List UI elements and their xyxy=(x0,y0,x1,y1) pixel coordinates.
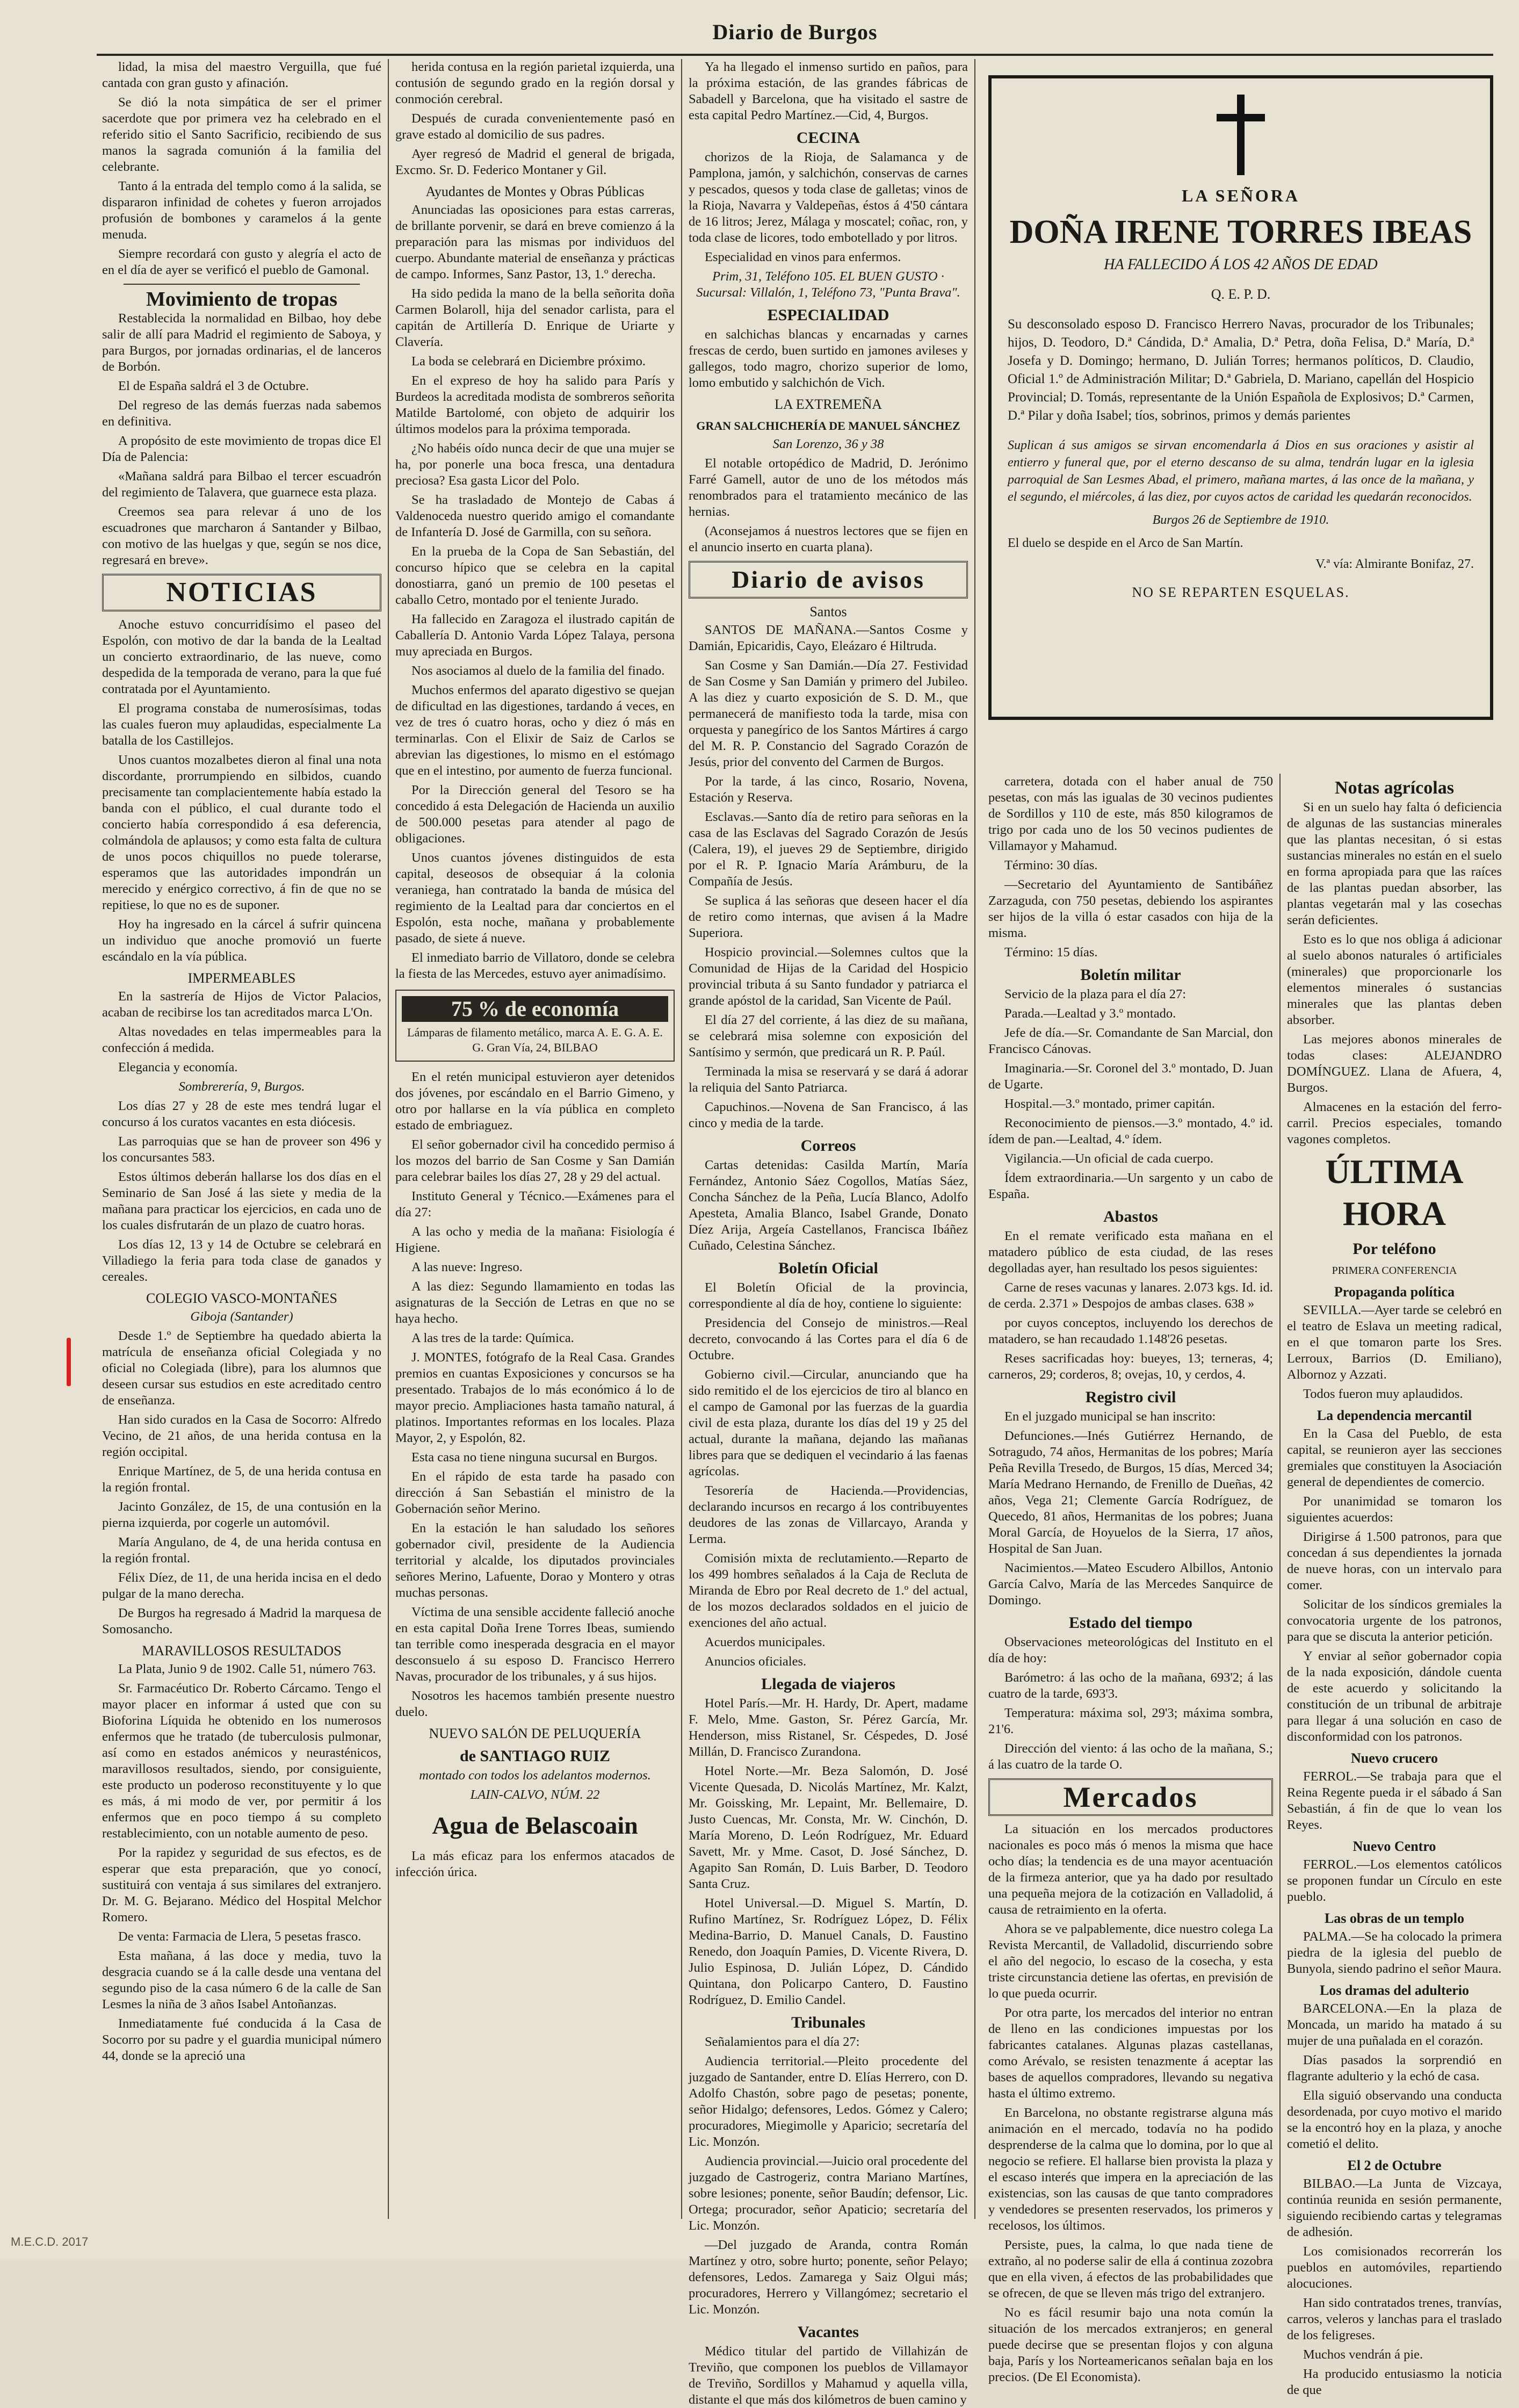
subheading: montado con todos los adelantos modernos. xyxy=(419,1768,651,1783)
paragraph: De Burgos ha regresado á Madrid la marquesa de Somosancho. xyxy=(102,1606,381,1636)
heading: MARAVILLOSOS RESULTADOS xyxy=(142,1643,342,1659)
paragraph: Nosotros les hacemos también presente nuestro duelo. xyxy=(395,1689,675,1719)
divider xyxy=(124,284,360,285)
paragraph: Estos últimos deberán hallarse los dos días en el Seminario de San José á las siete y media de la mañana para practicar los ejercicios, en cada uno de los cuales disfrutarán de un plazo de cuatro horas. xyxy=(102,1170,381,1232)
paragraph: El programa constaba de numerosísimas, todas las cuales fueron muy aplaudidas, especialmente La batalla de los Castillejos. xyxy=(102,701,381,748)
heading: Tribunales xyxy=(791,2014,865,2031)
heading: Estado del tiempo xyxy=(1068,1614,1192,1632)
heading: Nuevo Centro xyxy=(1352,1839,1436,1854)
paragraph: De venta: Farmacia de Llera, 5 pesetas frasco. xyxy=(118,1929,361,1944)
paragraph: Del regreso de las demás fuerzas nada sabemos en definitiva. xyxy=(102,398,381,429)
paragraph: Señalamientos para el día 27: xyxy=(705,2035,860,2049)
paragraph: SANTOS DE MAÑANA.—Santos Cosme y Damián, Epicaridis, Cayo, Eleázaro é Hiltruda. xyxy=(689,623,968,653)
paragraph: chorizos de la Rioja, de Salamanca y de Pamplona, jamón, y salchichón, conservas de carnes y pescados, quesos y toda clase de galletas; vinos de la Rioja, Navarra y Valdepeñas, éstos á 4'50 cántara de 16 litros; Jerez, Málaga y moscatel; coñac, ron, y toda clase de licores, todo embotellado y por litros. xyxy=(689,150,968,245)
paragraph: Dirigirse á 1.500 patronos, para que concedan á sus dependientes la jornada de nueve horas, con un intervalo para comer. xyxy=(1287,1530,1502,1592)
paragraph: Félix Díez, de 11, de una herida incisa en el dedo pulgar de la mano derecha. xyxy=(102,1570,381,1601)
paragraph: No es fácil resumir bajo una nota común la situación de los mercados extranjeros; en general puede decirse que se presentan flojos y con alguna baja, París y los Norteamericanos señalan baja en los precios. (De El Economista). xyxy=(988,2305,1273,2384)
archive-stamp: M.E.C.D. 2017 xyxy=(11,2235,89,2248)
heading: Santos xyxy=(809,604,847,619)
paragraph: Tesorería de Hacienda.—Providencias, declarando incursos en recargo á los contribuyentes deudores de las zonas de Villarcayo, Aranda y Lerma. xyxy=(689,1483,968,1546)
paragraph: Terminada la misa se reservará y se dará á adorar la reliquia del Santo Patriarca. xyxy=(689,1064,968,1095)
paragraph: En Barcelona, no obstante registrarse alguna más animación en el mercado, todavía no ha podido desprenderse de la calma que lo domina, por lo que al negocio se refiere. El hallarse bien provista la plaza y el escaso interés que impera en la apreciación de las existencias, son las causas de que tanto compradores y vendedores se presenten reservados, los primeros y recelosos, los últimos. xyxy=(988,2106,1273,2233)
paragraph: herida contusa en la región parietal izquierda, una contusión de segundo grado en la región dorsal y conmoción cerebral. xyxy=(395,60,675,106)
paragraph: Los días 27 y 28 de este mes tendrá lugar el concurso á los curatos vacantes en esta diócesis. xyxy=(102,1099,381,1129)
paragraph: Instituto General y Técnico.—Exámenes para el día 27: xyxy=(395,1189,675,1220)
heading: IMPERMEABLES xyxy=(187,970,296,986)
heading: LA EXTREMEÑA xyxy=(774,396,883,412)
paragraph: Término: 15 días. xyxy=(1004,945,1098,960)
obituary-family: Su desconsolado esposo D. Francisco Herrero Navas, procurador de los Tribunales; hijos, D. Teodoro, D.ª Cándida, D.ª Amalia, D.ª Petra, doña Felisa, D.ª María, D.ª Josefa y D. Domingo; hermano, D. Julián Torres; hermanos políticos, D. Claudio, Oficial 1.º de Administración Militar; D.ª Gabriela, D. Mariano, capellán del Hospicio Provincial; D. Tomás, representante de la Unión Española de Explosivos; D.ª Carmen, D.ª Pilar y doña Isabel; tíos, sobrinos, primos y demás parientes xyxy=(1008,317,1474,423)
paragraph: Siempre recordará con gusto y alegría el acto de en el día de ayer se verificó el pueblo de Gamonal. xyxy=(102,247,381,277)
paragraph: Esclavas.—Santo día de retiro para señoras en la casa de las Esclavas del Sagrado Corazón de Jesús (Calera, 19), el jueves 29 de Septiembre, dirigido por el R. P. Ignacio María Arámburu, de la Compañía de Jesús. xyxy=(689,810,968,889)
paragraph: Tanto á la entrada del templo como á la salida, se dispararon infinidad de cohetes y fueron arrojados profusión de bombones y caramelos á la gente menuda. xyxy=(102,179,381,242)
paragraph: Elegancia y economía. xyxy=(118,1060,238,1075)
signature: Giboja (Santander) xyxy=(190,1309,293,1324)
paragraph: Acuerdos municipales. xyxy=(705,1635,826,1649)
obituary-rip: Q. E. P. D. xyxy=(1211,286,1271,302)
paragraph: Sr. Farmacéutico Dr. Roberto Cárcamo. Tengo el mayor placer en informar á usted que con su Bioforina Líquida he obtenido en los numerosos enfermos que he tratado (de tuberculosis pulmonar, así como en estados anémicos y neurasténicos, maravillosos resultados, siendo, por consiguiente, este producto un poderoso reconstituyente y lo que es más, á mi modo de ver, por permitir á los enfermos que en poco tiempo á su completo restablecimiento, con un notable aumento de peso. xyxy=(102,1681,381,1841)
paragraph: Hoy ha ingresado en la cárcel á sufrir quincena un individuo que anoche promovió un fuerte escándalo en la vía pública. xyxy=(102,917,381,964)
paragraph: PALMA.—Se ha colocado la primera piedra de la iglesia del pueblo de Bunyola, siendo padrino el señor Maura. xyxy=(1287,1929,1502,1976)
paragraph: Hospicio provincial.—Solemnes cultos que la Comunidad de Hijas de la Caridad del Hospicio provincial tributa á su Santo fundador y patriarca el grande apóstol de la caridad, San Vicente de Paúl. xyxy=(689,945,968,1008)
paragraph: carretera, dotada con el haber anual de 750 pesetas, con más las igualas de 30 vecinos pudientes de Sordillos y 110 de este, más 850 kilogramos de trigo por cada uno de los 50 vecinos pudientes de Villamayor y Mahamud. xyxy=(988,774,1273,853)
heading: Las obras de un templo xyxy=(1324,1910,1465,1926)
paragraph: En el rápido de esta tarde ha pasado con dirección á San Sebastián el ministro de la Gobernación señor Merino. xyxy=(395,1469,675,1516)
obituary-date: Burgos 26 de Septiembre de 1910. xyxy=(1152,513,1329,527)
paragraph: En la prueba de la Copa de San Sebastián, del concurso hípico que se celebra en la capital donostiarra, ganó un premio de 100 pesetas el caballo Cetro, montado por el teniente Jurado. xyxy=(395,544,675,607)
paragraph: Todos fueron muy aplaudidos. xyxy=(1303,1387,1463,1401)
paragraph: En la estación le han saludado los señores gobernador civil, presidente de la Audiencia territorial y alcalde, los diputados provinciales señores Merino, Lafuente, Dorao y Montero y otras muchas personas. xyxy=(395,1521,675,1600)
advertisement-lamps xyxy=(395,990,675,1062)
paragraph: Enrique Martínez, de 5, de una herida contusa en la región frontal. xyxy=(102,1464,381,1495)
obituary-address: V.ª vía: Almirante Bonifaz, 27. xyxy=(1315,557,1474,571)
paragraph: Nacimientos.—Mateo Escudero Albillos, Antonio García Calvo, María de las Mercedes Sanquirce de Domingo. xyxy=(988,1561,1273,1607)
paragraph: Vigilancia.—Un oficial de cada cuerpo. xyxy=(1004,1151,1213,1166)
paragraph: ¿No habéis oído nunca decir de que una mujer se ha, por ponerle una boca fresca, una dentadura preciosa? Esa gasta Licor del Polo. xyxy=(395,441,675,488)
column-5 xyxy=(1287,774,1502,2397)
paragraph: A las tres de la tarde: Química. xyxy=(411,1331,574,1345)
paragraph: La situación en los mercados productores nacionales es poco más ó menos la misma que hace ocho días; la tendencia es de una mayor acentuación de la firmeza anterior, que ya ha dado por resultado una pequeña mejora de la cotización en Valladolid, á causa de retraimiento en la oferta. xyxy=(988,1822,1273,1917)
paragraph: Dirección del viento: á las ocho de la mañana, S.; á las cuatro de la tarde O. xyxy=(988,1741,1273,1772)
column-1 xyxy=(102,59,381,2219)
paragraph: Almacenes en la estación del ferro-carril. Precios especiales, tomando vagones completos. xyxy=(1287,1100,1502,1147)
paragraph: En la Casa del Pueblo, de esta capital, se reunieron ayer las secciones gremiales que constituyen la Asociación general de dependientes de comercio. xyxy=(1287,1426,1502,1489)
paragraph: Por unanimidad se tomaron los siguientes acuerdos: xyxy=(1287,1494,1502,1525)
heading: Por teléfono xyxy=(1352,1240,1436,1258)
paragraph: Muchos enfermos del aparato digestivo se quejan de dificultad en las digestiones, tardando á veces, en vez de tres ó cuatro horas, ocho y diez ó más en terminarlas. Con el Elixir de Saiz de Carlos se abrevian las digestiones, lo mismo en el estómago que en el intestino, por aumento de fuerza funcional. xyxy=(395,683,675,778)
paragraph: Capuchinos.—Novena de San Francisco, á las cinco y media de la tarde. xyxy=(689,1100,968,1130)
paragraph: El Boletín Oficial de la provincia, correspondiente al día de hoy, contiene lo siguiente: xyxy=(689,1280,968,1311)
heading: Registro civil xyxy=(1085,1388,1176,1406)
paragraph: Cartas detenidas: Casilda Martín, María Fernández, Antonio Sáez Cogollos, Matías Sáez, Concha Sánchez de la Peña, Lucía Blanco, Adolfo Apesteta, Amalia Blanco, Isabel Grande, Donato Díez Arija, Argeía Castellanos, Francisca Ibáñez Cuñado, Celestina Sánchez. xyxy=(689,1158,968,1253)
paragraph: Audiencia provincial.—Juicio oral procedente del juzgado de Castrogeriz, contra Mariano Martínes, sobre lesiones; ponente, señor Baudín; defensor, Lic. Ortega; procurador, señor Apaticio; secretaría del Lic. Monzón. xyxy=(689,2154,968,2233)
subheading: PRIMERA CONFERENCIA xyxy=(1332,1265,1457,1277)
heading: COLEGIO VASCO-MONTAÑES xyxy=(146,1290,337,1306)
section-heading-noticias: NOTICIAS xyxy=(102,574,381,611)
paragraph: por cuyos conceptos, incluyendo los derechos de matadero, se han recaudado 1.148'26 pesetas. xyxy=(988,1316,1273,1346)
ad-body: Lámparas de filamento metálico, marca A. E. G. A. E. G. Gran Vía, 24, BILBAO xyxy=(407,1026,663,1054)
red-annotation-mark xyxy=(67,1338,71,1386)
paragraph: Creemos sea para relevar á uno de los escuadrones que marcharon á Santander y Bilbao, con motivo de las huelgas y que, según se nos dice, regresará en breve». xyxy=(102,504,381,567)
obituary-request: Suplican á sus amigos se sirvan encomendarla á Dios en sus oraciones y asistir al entierro y funeral que, por el eterno descanso de su alma, tendrán lugar en la iglesia parroquial de San Lesmes Abad, el primero, mañana martes, á las once de la mañana, y el segundo, el miércoles, á las diez, por cuyos actos de caridad les quedarán reconocidos. xyxy=(1008,438,1474,504)
paragraph: Después de curada convenientemente pasó en grave estado al domicilio de sus padres. xyxy=(395,111,675,142)
heading: Correos xyxy=(800,1137,856,1155)
paragraph: J. MONTES, fotógrafo de la Real Casa. Grandes premios en cuantas Exposiciones y concursos se ha presentado. Trabajos de lo más económico á lo de mayor precio. Ampliaciones hasta tamaño natural, á platinos. Importantes reformas en los locales. Plaza Mayor, 2, y Espolón, 82. xyxy=(395,1350,675,1445)
signature: Sombrerería, 9, Burgos. xyxy=(178,1079,305,1094)
paragraph: María Angulano, de 4, de una herida contusa en la región frontal. xyxy=(102,1535,381,1566)
paragraph: Parada.—Lealtad y 3.º montado. xyxy=(1004,1006,1176,1021)
heading: Vacantes xyxy=(798,2323,859,2341)
heading: Abastos xyxy=(1103,1208,1158,1225)
paragraph: A las nueve: Ingreso. xyxy=(411,1260,523,1274)
paragraph: Presidencia del Consejo de ministros.—Real decreto, convocando á las Cortes para el día 6 de Octubre. xyxy=(689,1316,968,1362)
heading: El 2 de Octubre xyxy=(1347,2158,1442,2173)
heading: Propaganda política xyxy=(1334,1284,1455,1300)
column-3 xyxy=(689,59,968,2407)
masthead: Diario de Burgos xyxy=(712,20,878,44)
paragraph: A las diez: Segundo llamamiento en todas las asignaturas de la Sección de Letras en que no se haya hecho. xyxy=(395,1279,675,1326)
heading: Movimiento de tropas xyxy=(146,288,338,311)
paragraph: Ha producido entusiasmo la noticia de que xyxy=(1287,2367,1502,2397)
paragraph: En el expreso de hoy ha salido para París y Burdeos la acreditada modista de sombreros señorita Matilde Bartolomé, con objeto de adquirir los últimos modelos para la próxima temporada. xyxy=(395,373,675,436)
paragraph: Reconocimiento de piensos.—3.º montado, 4.º id. ídem de pan.—Lealtad, 4.º ídem. xyxy=(988,1116,1273,1147)
paragraph: Hotel Norte.—Mr. Beza Salomón, D. José Vicente Quesada, D. Nicolás Martínez, Mr. Kalzt, Mr. Goissking, Mr. Lepaint, Mr. Bellemaire, D. Justo Cuencas, Mr. Consta, Mr. W. Cinchón, D. María Moreno, D. León Rodríguez, Mr. Eduard Savett, Mr. y Mme. Casot, D. José Sánchez, D. Agapito San Román, D. Luis Barber, D. Teodoro Santa Cruz. xyxy=(689,1764,968,1891)
paragraph: Esta mañana, á las doce y media, tuvo la desgracia cuando se á la calle desde una ventana del segundo piso de la casa número 6 de la calle de San Lesmes la niña de 3 años Isabel Antoñanzas. xyxy=(102,1949,381,2012)
section-heading-avisos: Diario de avisos xyxy=(689,561,968,599)
paragraph: Días pasados la sorprendió en flagrante adulterio y la echó de casa. xyxy=(1287,2053,1502,2083)
paragraph: Persiste, pues, la calma, lo que nada tiene de extraño, al no poderse salir de ella á continua zozobra que en ella viven, á efectos de las probabilidades que se ofrecen, de que se lleven más trigo del extranjero. xyxy=(988,2238,1273,2301)
paragraph: Por la Dirección general del Tesoro se ha concedido á esta Delegación de Hacienda un auxilio de 500.000 pesetas para atender al pago de obligaciones. xyxy=(395,783,675,846)
paragraph: Unos cuantos jóvenes distinguidos de esta capital, deseosos de obsequiar á la colonia veraniega, han contratado la banda de música del regimiento de la Lealtad para dar conciertos en el Espolón, esta noche, mañana y probablemente pasado, de siete á nueve. xyxy=(395,850,675,946)
paragraph: Han sido contratados trenes, tranvías, carros, veleros y lanchas para el traslado de los feligreses. xyxy=(1287,2296,1502,2342)
paragraph: Ya ha llegado el inmenso surtido en paños, para la próxima estación, de las grandes fábricas de Sabadell y Barcelona, que ha visitado el sastre de esta capital Pedro Martínez.—Cid, 4, Burgos. xyxy=(689,60,968,122)
address: San Lorenzo, 36 y 38 xyxy=(772,437,884,451)
obituary-name: DOÑA IRENE TORRES IBEAS xyxy=(1009,214,1472,250)
paragraph: Especialidad en vinos para enfermos. xyxy=(705,250,901,264)
paragraph: Ahora se ve palpablemente, dice nuestro colega La Revista Mercantil, de Valladolid, discurriendo sobre el año del negocio, lo escaso de la cosecha, y esta triste circunstancia detiene las ofertas, en previsión de lo que pueda ocurrir. xyxy=(988,1922,1273,2001)
obituary-subtitle: HA FALLECIDO Á LOS 42 AÑOS DE EDAD xyxy=(1104,256,1378,273)
ad-headline: 75 % de economía xyxy=(402,996,668,1022)
paragraph: —Secretario del Ayuntamiento de Santibáñez Zarzaguda, con 750 pesetas, debiendo los aspirantes ser hijos de la villa ó estar casados con hija de la misma. xyxy=(988,877,1273,940)
heading: Notas agrícolas xyxy=(1335,778,1454,798)
section-heading-mercados: Mercados xyxy=(988,1778,1273,1816)
paragraph: Anuncios oficiales. xyxy=(705,1654,807,1669)
paragraph: FERROL.—Se trabaja para que el Reina Regente pueda ir el sábado á San Sebastián, á fin de que lo vean los Reyes. xyxy=(1287,1769,1502,1832)
paragraph: Unos cuantos mozalbetes dieron al final una nota discordante, prorrumpiendo en silbidos, cuando precisamente tan complacientemente había estado la banda con el público, el cual durante todo el concierto había correspondido á esa deferencia, colmándola de aplausos; y como esta falta de cultura de unos pocos chiquillos no puede tolerarse, esperamos que las autoridades impondrán un merecido y enérgico correctivo, á fin de que no se repitiese, lo que no es de suponer. xyxy=(102,753,381,912)
paragraph: Hotel Universal.—D. Miguel S. Martín, D. Rufino Martínez, Sr. Rodríguez López, D. Félix Medina-Barrio, D. Manuel Canals, D. Faustino Renedo, don Joaquín Pamies, D. Vicente Rivera, D. Julio Espinosa, D. Julián López, D. Cándido Quintana, don Policarpo Cantero, D. Faustino Rodríguez, D. Emilio Candel. xyxy=(689,1896,968,2007)
paragraph: Ayer regresó de Madrid el general de brigada, Excmo. Sr. D. Federico Montaner y Gil. xyxy=(395,147,675,177)
paragraph: Solicitar de los síndicos gremiales la convocatoria urgente de los patronos, para que se discuta la anterior petición. xyxy=(1287,1597,1502,1644)
paragraph: Jefe de día.—Sr. Comandante de San Marcial, don Francisco Cánovas. xyxy=(988,1026,1273,1056)
paragraph: Nos asociamos al duelo de la familia del finado. xyxy=(411,664,665,678)
paragraph: Audiencia territorial.—Pleito procedente del juzgado de Santander, entre D. Elías Herrero, con D. Adolfo Chastón, sobre pago de pesetas; ponente, señor Hidalgo; defensores, Ledos. Gómez y Calero; procuradores, Miegimolle y Aparicio; secretaría del Lic. Monzón. xyxy=(689,2054,968,2149)
paragraph: El día 27 del corriente, á las diez de su mañana, se celebrará misa solemne con exposición del Santísimo y sermón, que predicará un R. P. Paúl. xyxy=(689,1013,968,1059)
heading: ESPECIALIDAD xyxy=(767,306,889,324)
address: Prim, 31, Teléfono 105. EL BUEN GUSTO · Sucursal: Villalón, 1, Teléfono 73, "Punta Brava". xyxy=(696,269,960,300)
paragraph: en salchichas blancas y encarnadas y carnes frescas de cerdo, buen surtido en jamones avileses y gallegos, todo magro, chorizo superior de lomo, lomo embutido y salchichón de Vich. xyxy=(689,327,968,390)
paragraph: Han sido curados en la Casa de Socorro: Alfredo Vecino, de 21 años, de una herida contusa en la región occipital. xyxy=(102,1412,381,1459)
heading: Boletín Oficial xyxy=(778,1259,878,1277)
paragraph: A propósito de este movimiento de tropas dice El Día de Palencia: xyxy=(102,434,381,464)
heading: Ayudantes de Montes y Obras Públicas xyxy=(425,184,645,199)
paragraph: Temperatura: máxima sol, 29'3; máxima sombra, 21'6. xyxy=(988,1706,1273,1736)
paragraph: Observaciones meteorológicas del Instituto en el día de hoy: xyxy=(988,1635,1273,1666)
paragraph: Muchos vendrán á pie. xyxy=(1303,2347,1423,2362)
paragraph: Comisión mixta de reclutamiento.—Reparto de los 499 hombres señalados á la Caja de Recluta de Miranda de Ebro por Real decreto de 1.º del actual, de los mozos declarados soldados en el juicio de exenciones del año actual. xyxy=(689,1551,968,1630)
paragraph: Ella siguió observando una conducta desordenada, por cuyo motivo el marido se la encontró hoy en la plaza, y anoche cometió el delito. xyxy=(1287,2088,1502,2151)
cross-icon xyxy=(1217,95,1265,175)
paragraph: Por la tarde, á las cinco, Rosario, Novena, Estación y Reserva. xyxy=(689,774,968,805)
paragraph: Gobierno civil.—Circular, anunciando que ha sido remitido el de los ejercicios de tiro al blanco en el campo de Gamonal por las fuerzas de la guardia civil de esta plaza, durante los días del 19 y 25 del actual, durante la mañana, dejando las mañanas libres para que se dediquen el vecindario á las faenas agrícolas. xyxy=(689,1367,968,1479)
paragraph: Se ha trasladado de Montejo de Cabas á Valdenoceda nuestro querido amigo el comandante de Infantería D. José de Garmilla, con su señora. xyxy=(395,493,675,539)
heading: Los dramas del adulterio xyxy=(1319,1982,1470,1998)
paragraph: En el juzgado municipal se han inscrito: xyxy=(1004,1409,1216,1424)
paragraph: Ha sido pedida la mano de la bella señorita doña Carmen Bolaroll, hija del senador carlista, para el capitán de Artillería D. Enrique de Uriarte y Clavería. xyxy=(395,286,675,349)
paragraph: FERROL.—Los elementos católicos se proponen fundar un Círculo en este pueblo. xyxy=(1287,1857,1502,1904)
paragraph: Hospital.—3.º montado, primer capitán. xyxy=(1004,1097,1216,1111)
paragraph: BARCELONA.—En la plaza de Moncada, un marido ha matado á su mujer de una puñalada en el corazón. xyxy=(1287,2001,1502,2048)
column-separator xyxy=(681,59,682,2219)
column-2 xyxy=(395,59,675,2219)
paragraph: Por la rapidez y seguridad de sus efectos, es de esperar que esta preparación, que yo conocí, sustituirá con ventaja á sus similares del extranjero. Dr. M. G. Bejarano. Médico del Hospital Melchor Romero. xyxy=(102,1845,381,1924)
paragraph: «Mañana saldrá para Bilbao el tercer escuadrón del regimiento de Talavera, que guarnece esta plaza. xyxy=(102,469,381,500)
address: LAIN-CALVO, NÚM. 22 xyxy=(470,1787,600,1802)
paragraph: Médico titular del partido de Villahizán de Treviño, que componen los pueblos de Villamayor de Treviño, Sordillos y Mahamud y aquella villa, distante el que más dos kilómetros de buen camino y xyxy=(689,2344,968,2407)
paragraph: En el remate verificado esta mañana en el matadero público de esta ciudad, de las reses degolladas ayer, han resultado los pesos siguientes: xyxy=(988,1229,1273,1275)
paragraph: Víctima de una sensible accidente falleció anoche en esta capital Doña Irene Torres Ibeas, sumiendo tan terrible como inesperada desgracia en el mayor desconsuelo á su esposo D. Francisco Herrero Navas, procurador de los tribunales, y á sus hijos. xyxy=(395,1605,675,1684)
heading: Llegada de viajeros xyxy=(761,1675,895,1693)
paragraph: Por otra parte, los mercados del interior no entran de lleno en las condiciones impuestas por los fabricantes catalanes. Algunas plazas castellanas, como Arévalo, se resisten tenazmente á aceptar las bases de aquellos compradores, llevando su negativa hasta el último extremo. xyxy=(988,2006,1273,2101)
paragraph: Y enviar al señor gobernador copia de la nada exposición, dándole cuenta de este acuerdo y solicitando la constitución de un tribunal de arbitraje para llegar á una solución en caso de disconformidad con los patronos. xyxy=(1287,1649,1502,1744)
paragraph: Desde 1.º de Septiembre ha quedado abierta la matrícula de enseñanza oficial Colegiada y no oficial no Colegiada (libre), para los alumnos que deseen cursar sus estudios en este acreditado centro de enseñanza. xyxy=(102,1329,381,1408)
paragraph: El inmediato barrio de Villatoro, donde se celebra la fiesta de las Mercedes, estuvo ayer animadísimo. xyxy=(395,950,675,981)
paragraph: En el retén municipal estuvieron ayer detenidos dos jóvenes, por escándalo en el Barrio Gimeno, y otro por hallarse en la vía pública en completo estado de embriaguez. xyxy=(395,1070,675,1133)
obituary-notice xyxy=(988,75,1493,720)
paragraph: Restablecida la normalidad en Bilbao, hoy debe salir de allí para Madrid el regimiento de Saboya, y para Burgos, por jornadas ordinarias, el de lanceros de Borbón. xyxy=(102,311,381,374)
paragraph: Esto es lo que nos obliga á adicionar al suelo abonos naturales ó artificiales (minerales) que proporcionarle los elementos minerales ó sustancias minerales que las plantas deben absorber. xyxy=(1287,932,1502,1027)
paragraph: El notable ortopédico de Madrid, D. Jerónimo Farré Gamell, autor de uno de los métodos más renombrados para el tratamiento mecánico de las hernias. xyxy=(689,456,968,519)
paragraph: Anoche estuvo concurridísimo el paseo del Espolón, con motivo de dar la banda de la Lealtad un concierto extraordinario, de las nueve, como despedida de la temporada de verano, para la que fué contratada por el Ayuntamiento. xyxy=(102,617,381,696)
paragraph: Las mejores abonos minerales de todas clases: ALEJANDRO DOMÍNGUEZ. Llana de Afuera, 4, Burgos. xyxy=(1287,1032,1502,1095)
paragraph: Inmediatamente fué conducida á la Casa de Socorro por su padre y el guardia municipal número 44, donde se la apreció una xyxy=(102,2016,381,2063)
paragraph: Los comisionados recorrerán los pueblos en automóviles, repartiendo alocuciones. xyxy=(1287,2244,1502,2291)
paragraph: Ídem extraordinaria.—Un sargento y un cabo de España. xyxy=(988,1171,1273,1201)
paragraph: La Plata, Junio 9 de 1902. Calle 51, número 763. xyxy=(118,1662,376,1676)
heading: Boletín militar xyxy=(1080,966,1181,984)
paragraph: Anunciadas las oposiciones para estas carreras, de brillante porvenir, se dará en breve comienzo á la preparación para las mismas por individuos del cuerpo. Abundante material de enseñanza y prácticas de campo. Informes, Sanz Pastor, 13, 1.º derecha. xyxy=(395,203,675,282)
paragraph: Reses sacrificadas hoy: bueyes, 13; terneras, 4; carneros, 29; corderos, 8; ovejas, 10, y cerdos, 4. xyxy=(988,1351,1273,1382)
paragraph: El de España saldrá el 3 de Octubre. xyxy=(118,379,309,393)
heading-agua: Agua de Belascoain xyxy=(432,1812,638,1839)
paragraph: Esta casa no tiene ninguna sucursal en Burgos. xyxy=(411,1450,658,1465)
paragraph: Los días 12, 13 y 14 de Octubre se celebrará en Villadiego la feria para toda clase de ganados y cereales. xyxy=(102,1237,381,1284)
paragraph: (Aconsejamos á nuestros lectores que se fijen en el anuncio inserto en cuarta plana). xyxy=(689,524,968,554)
paragraph: BILBAO.—La Junta de Vizcaya, continúa reunida en sesión permanente, siguiendo recibiendo cartas y telegramas de adhesión. xyxy=(1287,2176,1502,2239)
paragraph: Ha fallecido en Zaragoza el ilustrado capitán de Caballería D. Antonio Varda López Talaya, persona muy apreciada en Burgos. xyxy=(395,612,675,659)
paragraph: San Cosme y San Damián.—Día 27. Festividad de San Cosme y San Damián y primero del Jubileo. A las diez y cuarto exposición de S. D. M., que permanecerá de manifiesto toda la tarde, misa con orquesta y panegírico de los Santos Mártires á cargo del M. R. P. Constancio del Sagrado Corazón de Jesús, prior del convento del Carmen de Burgos. xyxy=(689,658,968,769)
masthead-rule xyxy=(97,54,1493,56)
column-separator xyxy=(1279,774,1281,2219)
subheading: GRAN SALCHICHERÍA DE MANUEL SÁNCHEZ xyxy=(696,419,960,432)
paragraph: En la sastrería de Hijos de Victor Palacios, acaban de recibirse los tan acreditados marca L'On. xyxy=(102,989,381,1020)
heading: Nuevo crucero xyxy=(1351,1750,1438,1766)
paragraph: Servicio de la plaza para el día 27: xyxy=(1004,987,1187,1001)
paragraph: El señor gobernador civil ha concedido permiso á los mozos del barrio de San Cosme y San Damián para celebrar bailes los días 27, 28 y 29 del actual. xyxy=(395,1137,675,1184)
paragraph: Altas novedades en telas impermeables para la confección á medida. xyxy=(102,1025,381,1055)
paragraph: Se dió la nota simpática de ser el primer sacerdote que por primera vez ha celebrado en el referido sitio el Santo Sacrificio, recibiendo de sus manos la sagrada comunión á la familia del celebrante. xyxy=(102,95,381,174)
column-separator xyxy=(388,59,389,2219)
paragraph: Defunciones.—Inés Gutiérrez Hernando, de Sotragudo, 74 años, Hermanitas de los pobres; María Peña Revilla Tresedo, de Burgos, 15 días, Merced 34; María Medrano Hernando, de Frenillo de Dueñas, 42 años, Vega 21; Clemente García Rodríguez, de Quecedo, 81 años, Hermanitas de los pobres; Juana Moral García, de Hoyuelos de la Sierra, 17 años, Hospital de San Juan. xyxy=(988,1429,1273,1556)
paragraph: Hotel París.—Mr. H. Hardy, Dr. Apert, madame F. Melo, Mme. Gaston, Sr. Pérez García, Mr. Henderson, miss Ristanel, Sr. Céspedes, D. José Millán, D. Francisco Zurandona. xyxy=(689,1696,968,1759)
heading: NUEVO SALÓN DE PELUQUERÍA xyxy=(429,1726,641,1741)
heading: La dependencia mercantil xyxy=(1317,1408,1472,1423)
obituary-note: NO SE REPARTEN ESQUELAS. xyxy=(1132,585,1350,600)
obituary-title: LA SEÑORA xyxy=(1181,186,1300,205)
paragraph: Se suplica á las señoras que deseen hacer el día de retiro como internas, que avisen á la Madre Superiora. xyxy=(689,893,968,940)
paragraph: Las parroquias que se han de proveer son 496 y los concursantes 583. xyxy=(102,1134,381,1165)
paragraph: Si en un suelo hay falta ó deficiencia de algunas de las sustancias minerales que las plantas necesitan, ó si estas sustancias minerales no están en el suelo en forma apropiada para que las raíces de las plantas puedan absorber, las plantas vegetarán mal y las cosechas serán deficientes. xyxy=(1287,800,1502,927)
paragraph: Imaginaria.—Sr. Coronel del 3.º montado, D. Juan de Ugarte. xyxy=(988,1061,1273,1092)
paragraph: SEVILLA.—Ayer tarde se celebró en el teatro de Eslava un meeting radical, en el que tomaron parte los Sres. Lerroux, Barrios (D. Emiliano), Albornoz y Azzati. xyxy=(1287,1303,1502,1382)
paragraph: Jacinto González, de 15, de una contusión en la pierna izquierda, por cogerle un automóvil. xyxy=(102,1499,381,1530)
paragraph: La boda se celebrará en Diciembre próximo. xyxy=(411,354,646,369)
column-4 xyxy=(988,774,1273,2384)
paragraph: Barómetro: á las ocho de la mañana, 693'2; á las cuatro de la tarde, 693'3. xyxy=(988,1670,1273,1701)
heading: CECINA xyxy=(796,129,860,147)
section-heading-ultima-hora: ÚLTIMA HORA xyxy=(1325,1152,1464,1232)
paragraph: Carne de reses vacunas y lanares. 2.073 kgs. Id. id. de cerda. 2.371 » Despojos de ambas clases. 638 » xyxy=(988,1280,1273,1311)
paragraph: Término: 30 días. xyxy=(1004,858,1098,873)
paragraph: —Del juzgado de Aranda, contra Román Martínez y otro, sobre hurto; ponente, señor Pelayo; defensores, Ledos. Zamarega y Saiz Olgui más; procuradores, Herrero y Villangómez; secretario el Lic. Monzón. xyxy=(689,2238,968,2317)
paragraph: A las ocho y media de la mañana: Fisiología é Higiene. xyxy=(395,1224,675,1255)
paragraph: La más eficaz para los enfermos atacados de infección úrica. xyxy=(395,1849,675,1879)
paragraph: lidad, la misa del maestro Verguilla, que fué cantada con gran gusto y afinación. xyxy=(102,60,381,90)
column-separator xyxy=(974,59,975,2219)
heading: de SANTIAGO RUIZ xyxy=(459,1747,611,1765)
obituary-farewell: El duelo se despide en el Arco de San Martín. xyxy=(1008,536,1243,550)
